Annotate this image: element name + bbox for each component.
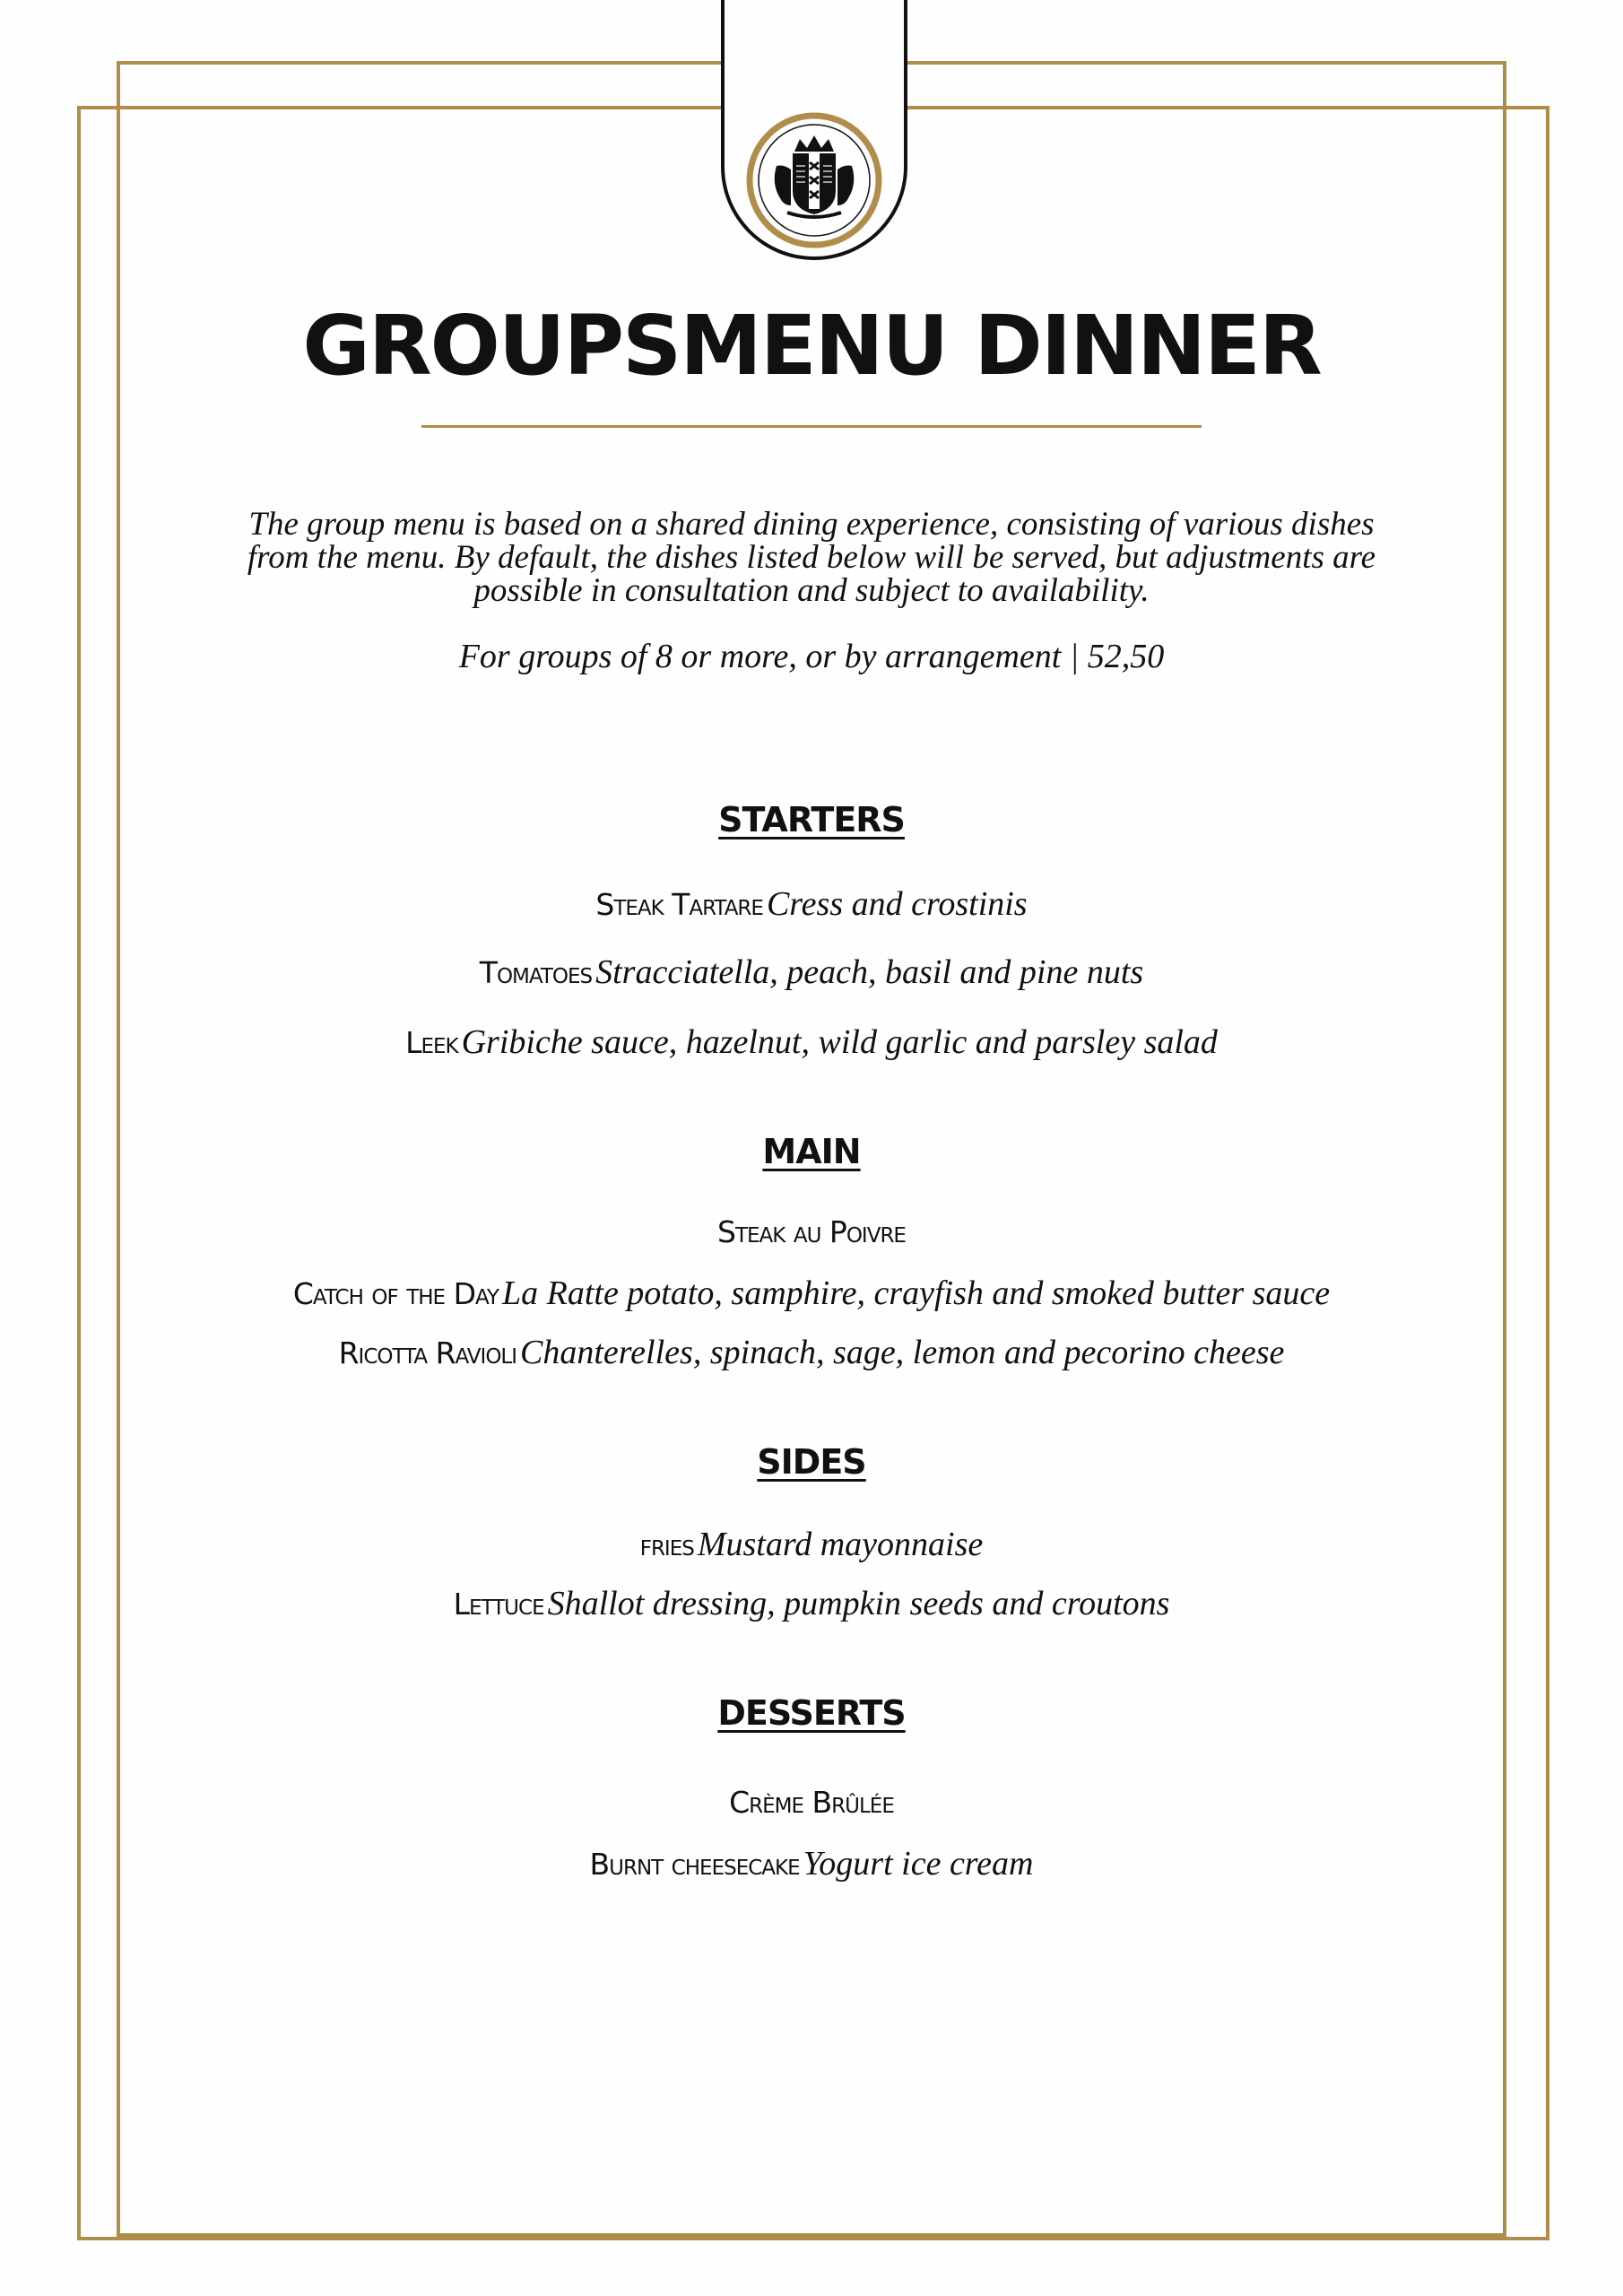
dish-catch-of-the-day: [0, 1274, 1623, 1313]
section-heading-desserts: DESSERTS: [717, 1693, 906, 1733]
dish-name: Lettuce: [453, 1587, 544, 1622]
dish-name: Steak Tartare: [595, 887, 763, 922]
dish-description: Shallot dressing, pumpkin seeds and croutons: [547, 1585, 1170, 1622]
dish-name: Crème Brûlée: [729, 1785, 894, 1820]
intro-text: The group menu is based on a shared dining experience, consisting of various dishes from the menu. By default, the dishes listed below will be served, but adjustments are possible in consultation and subject to availability.: [247, 506, 1376, 609]
title-divider: [421, 425, 1202, 428]
dish-steak-au-poivre: [0, 1214, 1623, 1249]
dish-name: Ricotta Ravioli: [338, 1335, 517, 1370]
dish-description: Chanterelles, spinach, sage, lemon and pecorino cheese: [520, 1334, 1285, 1371]
dish-name: Steak au Poivre: [717, 1214, 906, 1249]
amsterdam-crest-icon: [746, 112, 882, 248]
dish-description: Stracciatella, peach, basil and pine nuts: [595, 953, 1144, 991]
section-heading-main: MAIN: [762, 1132, 861, 1171]
group-size-price: For groups of 8 or more, or by arrangement | 52,50: [458, 638, 1165, 675]
dish-creme-brulee: [0, 1785, 1623, 1820]
dish-description: Gribiche sauce, hazelnut, wild garlic and parsley salad: [461, 1023, 1218, 1061]
dish-name: Leek: [405, 1025, 458, 1060]
section-heading-starters: STARTERS: [718, 800, 905, 839]
page-title: GROUPSMENU DINNER: [302, 298, 1321, 394]
dish-ricotta-ravioli: [0, 1333, 1623, 1372]
dish-leek: [0, 1022, 1623, 1062]
dish-burnt-cheesecake: [0, 1844, 1623, 1883]
dish-name: Burnt cheesecake: [589, 1847, 800, 1882]
dish-name: fries: [639, 1527, 694, 1562]
dish-tomatoes: [0, 952, 1623, 992]
section-heading-sides: SIDES: [757, 1442, 866, 1482]
dish-name: Catch of the Day: [292, 1276, 499, 1311]
dish-description: Mustard mayonnaise: [697, 1526, 984, 1563]
dish-lettuce: [0, 1584, 1623, 1623]
dish-description: Cress and crostinis: [766, 885, 1028, 923]
dish-steak-tartare: [0, 884, 1623, 924]
dish-description: Yogurt ice cream: [803, 1845, 1034, 1883]
dish-fries: [0, 1525, 1623, 1564]
dish-description: La Ratte potato, samphire, crayfish and smoked butter sauce: [501, 1274, 1331, 1312]
dish-name: Tomatoes: [479, 955, 593, 990]
